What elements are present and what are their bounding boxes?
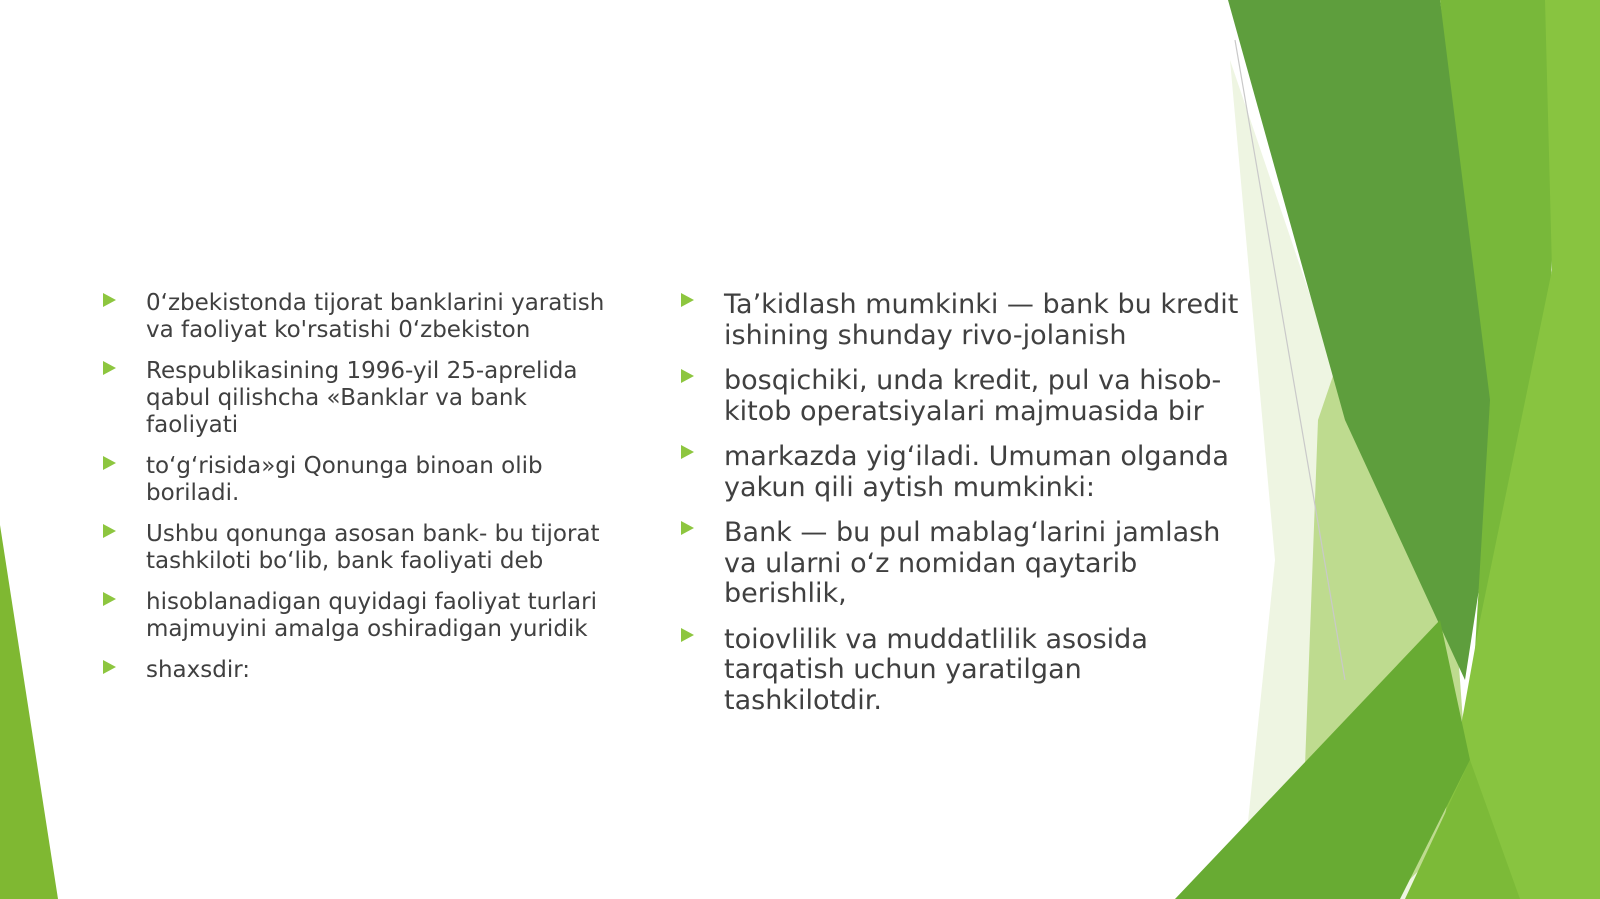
bullet-text: Respublikasining 1996-yil 25-aprelida qabul qilishcha «Banklar va bank faoliyati [146,358,578,438]
left-green-stripe [0,525,58,899]
bullet-arrow-icon [681,628,694,642]
bullet-text: bosqichiki, unda kredit, pul va hisob-kitob operatsiyalari majmuasida bir [724,365,1222,427]
right-bullet-list [680,290,1240,716]
bullet-arrow-icon [681,521,694,535]
bullet-arrow-icon [681,369,694,383]
left-bullet-list [102,290,622,684]
bullet-text: Ushbu qonunga asosan bank- bu tijorat tashkiloti bo‘lib, bank faoliyati deb [146,521,600,574]
bullet-text: markazda yig‘iladi. Umuman olganda yakun qili aytish mumkinki: [724,441,1229,503]
bullet-item [102,358,622,439]
bullet-item [680,290,1240,351]
bullet-text: Bank — bu pul mablag‘larini jamlash va ularni o‘z nomidan qaytarib berishlik, [724,517,1221,609]
bullet-item [102,290,622,344]
bullet-item [102,521,622,575]
bullet-text: toiovlilik va muddatlilik asosida tarqatish uchun yaratilgan tashkilotdir. [724,623,1148,716]
bullet-item [102,589,622,643]
left-text-column [102,290,622,698]
bullet-text: shaxsdir: [146,657,251,683]
bullet-arrow-icon [103,524,116,538]
bullet-arrow-icon [103,660,116,674]
bullet-text: hisoblanadigan quyidagi faoliyat turlari majmuyini amalga oshiradigan yuridik [146,589,597,642]
bullet-item [680,518,1240,610]
bullet-item [680,442,1240,503]
bullet-text: Ta’kidlash mumkinki — bank bu kredit ishining shunday rivo-jolanish [724,289,1239,351]
bullet-arrow-icon [681,293,694,307]
bullet-item [102,453,622,507]
bullet-text: 0‘zbekistonda tijorat banklarini yaratish va faoliyat ko'rsatishi 0‘zbekiston [146,290,605,343]
bullet-text: to‘g‘risida»gi Qonunga binoan olib boriladi. [146,453,543,506]
bullet-item [680,625,1240,717]
bullet-item [102,657,622,684]
bullet-arrow-icon [103,456,116,470]
bullet-arrow-icon [103,592,116,606]
bullet-arrow-icon [681,445,694,459]
bullet-arrow-icon [103,361,116,375]
bullet-arrow-icon [103,293,116,307]
right-text-column [680,290,1240,731]
bullet-item [680,366,1240,427]
